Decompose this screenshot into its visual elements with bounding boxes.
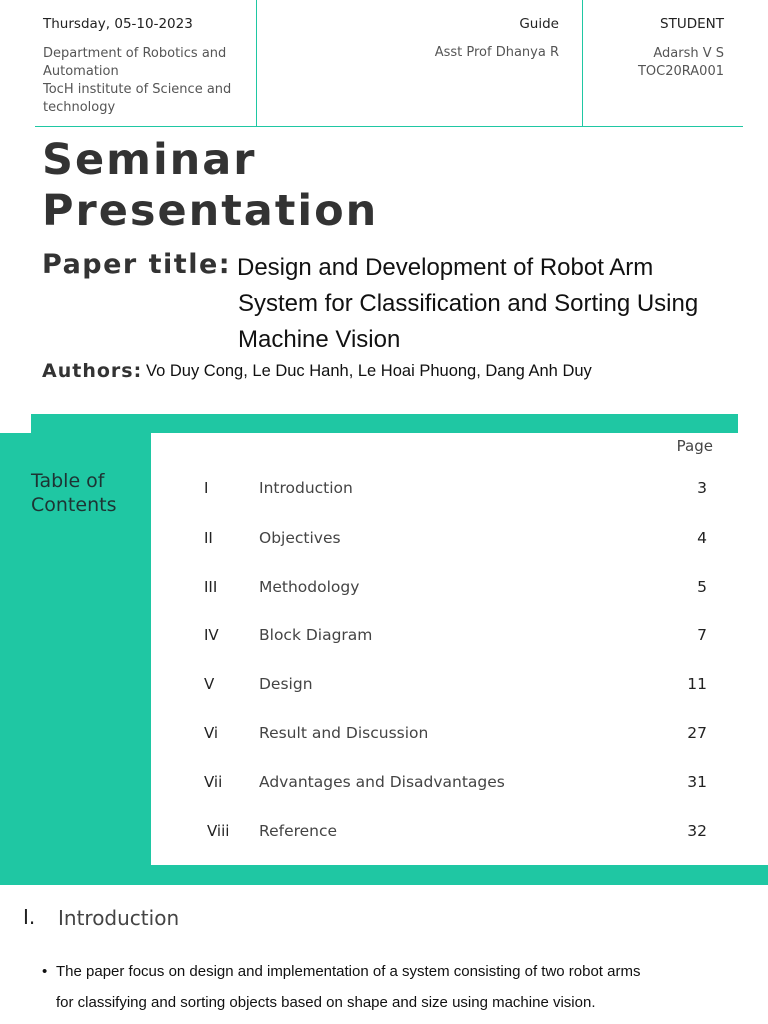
toc-item-number: Vii (204, 773, 223, 791)
toc-item-title: Objectives (259, 529, 341, 547)
guide-heading: Guide (519, 16, 559, 32)
toc-item-title: Reference (259, 822, 338, 840)
toc-item-number: Vi (204, 724, 219, 742)
introduction-bullets (42, 956, 732, 1018)
toc-item-page: 5 (697, 578, 707, 596)
toc-label-line: Table of (31, 470, 105, 492)
header-divider-right (582, 0, 583, 127)
paper-title-line: Design and Development of Robot Arm (237, 254, 654, 281)
student-info (638, 45, 724, 81)
toc-page-heading: Page (676, 437, 713, 455)
presentation-date: Thursday, 05-10-2023 (43, 16, 193, 32)
toc-item-page: 7 (697, 626, 707, 644)
section-heading: Introduction (58, 906, 180, 930)
toc-item-objectives (151, 529, 768, 559)
toc-item-introduction (151, 479, 768, 509)
institute-line: TocH institute of Science and technology (43, 82, 232, 115)
toc-item-methodology (151, 578, 768, 608)
student-name: Adarsh V S (653, 46, 724, 61)
toc-item-reference (151, 822, 768, 852)
toc-item-title: Block Diagram (259, 626, 373, 644)
toc-item-page: 4 (697, 529, 707, 547)
student-id: TOC20RA001 (637, 64, 724, 79)
toc-item-number: IV (204, 626, 219, 644)
bullet-line: for classifying and sorting objects based on shape and size using machine vision. (56, 994, 596, 1011)
toc-item-title: Result and Discussion (259, 724, 429, 742)
toc-item-page: 11 (687, 675, 707, 693)
toc-item-number: Viii (207, 822, 230, 840)
toc-item-page: 31 (687, 773, 707, 791)
title-line: Presentation (42, 186, 379, 236)
section-number: I. (23, 905, 36, 929)
toc-item-design (151, 675, 768, 705)
toc-item-advantages (151, 773, 768, 803)
toc-top-band (31, 414, 738, 433)
toc-item-number: II (204, 529, 213, 547)
header-divider-left (256, 0, 257, 127)
toc-item-result-discussion (151, 724, 768, 754)
department-info (43, 45, 248, 117)
toc-bottom-band (0, 865, 768, 885)
document-header (0, 0, 768, 127)
page-title (42, 135, 378, 237)
bullet-line: • The paper focus on design and implementation of a system consisting of two robot arms (56, 963, 641, 980)
bullet-item (42, 956, 732, 1018)
guide-name: Asst Prof Dhanya R (434, 45, 559, 60)
toc-item-page: 27 (687, 724, 707, 742)
toc-item-title: Advantages and Disadvantages (259, 773, 505, 791)
authors-label: Authors: (42, 360, 143, 382)
paper-title-line: System for Classification and Sorting Using (238, 290, 699, 317)
toc-item-page: 32 (687, 822, 707, 840)
toc-item-title: Design (259, 675, 313, 693)
toc-item-page: 3 (697, 479, 707, 497)
toc-label (31, 469, 116, 517)
department-line: Department of Robotics and Automation (43, 46, 227, 79)
toc-item-number: V (204, 675, 215, 693)
toc-item-title: Introduction (259, 479, 353, 497)
toc-item-number: III (204, 578, 218, 596)
paper-title (237, 250, 747, 358)
title-line: Seminar (42, 135, 257, 185)
authors-names: Vo Duy Cong, Le Duc Hanh, Le Hoai Phuong, Dang Anh Duy (146, 362, 592, 380)
header-divider-bottom (35, 126, 743, 127)
paper-title-line: Machine Vision (238, 326, 401, 353)
toc-item-title: Methodology (259, 578, 360, 596)
student-heading: STUDENT (660, 16, 724, 32)
toc-label-line: Contents (31, 494, 117, 516)
toc-item-number: I (204, 479, 209, 497)
toc-item-block-diagram (151, 626, 768, 656)
paper-title-label: Paper title: (42, 249, 232, 280)
